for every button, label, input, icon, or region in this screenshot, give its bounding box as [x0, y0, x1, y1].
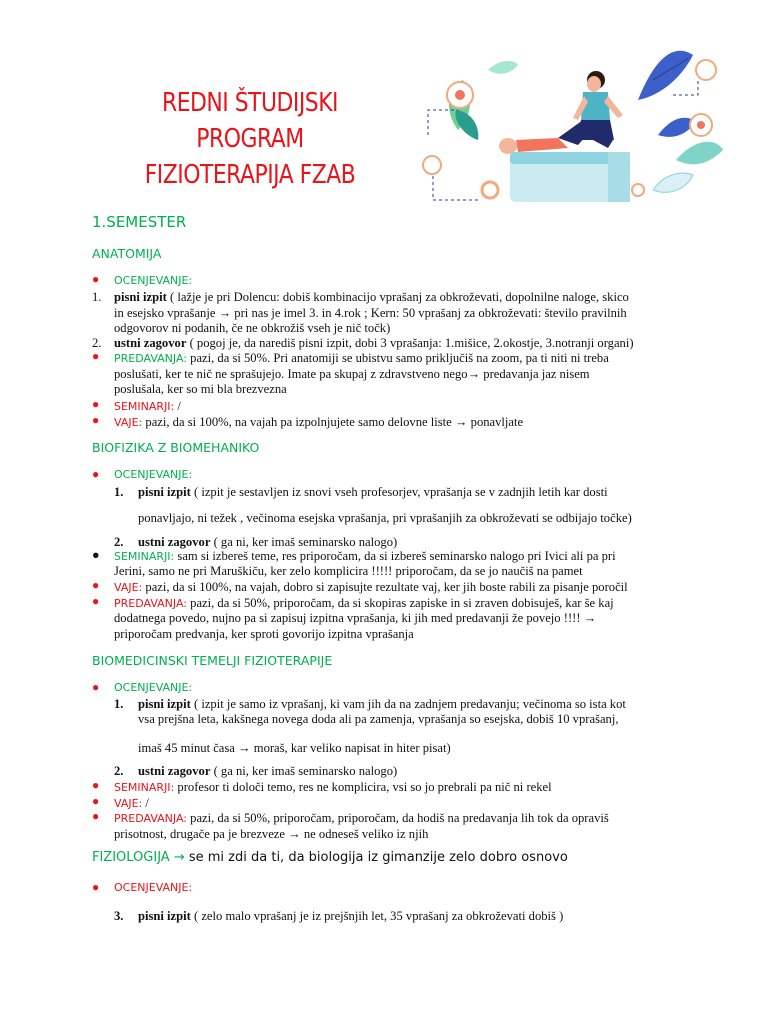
anatomija-item-1-text: ( lažje je pri Dolencu: dobiš kombinacijo vprašanj za obkroževati, dopolnilne naloge, skico: [166, 290, 629, 304]
biomed-heading: BIOMEDICINSKI TEMELJI FIZIOTERAPIJE: [92, 653, 333, 668]
bullet-icon: ●: [92, 809, 100, 823]
biofizika-vaje-text: pazi, da si 100%, na vajah, dobro si zapisujte rezultate vaj, ker jih boste rabili za pisanje poročil: [142, 580, 628, 594]
bullet-icon: ●: [92, 794, 100, 808]
biofizika-predavanja-line-3: priporočam predvanja, ker sproti govorijo izpitna vprašanja: [114, 627, 414, 641]
biomed-vaje-text: /: [142, 796, 149, 810]
fiziologija-item-3-number: 3.: [114, 909, 124, 923]
anatomija-item-2-text: ( pogoj je, da narediš pisni izpit, dobi 3 vprašanja: 1.mišice, 2.okostje, 3.notranji organi): [186, 336, 634, 350]
seminarji-label: SEMINARJI:: [114, 550, 175, 563]
biofizika-item-1: [138, 484, 608, 500]
biomed-predavanja: [114, 810, 609, 826]
biomed-vaje: [114, 795, 149, 811]
biofizika-item-1-line-2: ponavljajo, ni težek , večinoma esejska vprašanja, pri vprašanjih za obkroževati se odbijajo točke): [138, 511, 632, 525]
biofizika-seminarji: [114, 548, 616, 564]
anatomija-item-1-line-2: in esejsko vprašanje → pri nas je imel 3. in 4.rok ; Kern: 50 vprašanj za obkroževati: število pravilnih: [114, 306, 627, 320]
bullet-icon: ●: [92, 880, 100, 894]
bullet-icon: ●: [92, 397, 100, 411]
anatomija-predavanja-line-3: poslušala, ker so mi bla brezvezna: [114, 382, 287, 396]
fiziologija-heading-text: se mi zdi da ti, da biologija iz gimanzije zelo dobro osnovo: [184, 850, 568, 865]
seminarji-label: SEMINARJI:: [114, 781, 175, 794]
semester-heading: 1.SEMESTER: [92, 213, 187, 231]
biomed-seminarji-text: profesor ti določi temo, res ne komplicira, vsi so jo prebrali pa nič ni rekel: [174, 780, 552, 794]
bullet-icon: ●: [92, 349, 100, 363]
anatomija-item-1: [114, 289, 629, 305]
predavanja-label: PREDAVANJA:: [114, 352, 187, 365]
physiotherapy-illustration: [418, 40, 728, 212]
biomed-item-2: [138, 763, 397, 779]
biomed-item-1-number: 1.: [114, 697, 124, 711]
document-title: [121, 85, 379, 194]
anatomija-vaje-text: pazi, da si 100%, na vajah pa izpolnjujete samo delovne liste → ponavljate: [142, 415, 524, 429]
biomed-item-1-text: ( izpit je samo iz vprašanj, ki vam jih da na zadnjem predavanju; večinoma so ista kot: [190, 697, 626, 711]
biofizika-seminarji-text: sam si izbereš teme, res priporočam, da si izbereš seminarsko nalogo pri Ivici ali pa pri: [174, 549, 616, 563]
biomed-seminarji: [114, 779, 552, 795]
bullet-icon: ●: [92, 680, 100, 694]
anatomija-item-1-line-3: odgovorov ni podanih, če ne obkrožiš vseh je nič točk): [114, 321, 391, 335]
fiziologija-title: FIZIOLOGIJA →: [92, 850, 185, 865]
seminarji-label: SEMINARJI:: [114, 400, 175, 413]
title-line-1: REDNI ŠTUDIJSKI: [161, 88, 339, 118]
biomed-item-1-line-2: vsa prejšna leta, kakšnega novega doda ali pa zamenja, vprašanja so esejska, dobiš 10 vprašanj,: [138, 712, 619, 726]
biomed-predavanja-line-2: prisotnost, drugače pa je brezveze → ne odneseš veliko iz njih: [114, 827, 429, 841]
anatomija-item-2-term: ustni zagovor: [114, 336, 187, 350]
anatomija-item-1-term: pisni izpit: [114, 290, 167, 304]
anatomija-predavanja: [114, 350, 609, 366]
biofizika-item-2-term: ustni zagovor: [138, 535, 211, 549]
biofizika-item-1-term: pisni izpit: [138, 485, 191, 499]
fiziologija-item-3-term: pisni izpit: [138, 909, 191, 923]
predavanja-label: PREDAVANJA:: [114, 597, 187, 610]
title-line-3: FIZIOTERAPIJA FZAB: [144, 160, 356, 191]
vaje-label: VAJE:: [114, 416, 143, 429]
anatomija-heading: ANATOMIJA: [92, 246, 162, 261]
anatomija-seminarji: [114, 398, 181, 414]
anatomija-predavanja-line-2: poslušati, ker te nič ne sprašujejo. Imate pa skupaj z zdravstveno nego→ predavanja jaz nisem: [114, 367, 590, 381]
biofizika-predavanja: [114, 595, 614, 611]
biomed-ocenjevanje: OCENJEVANJE:: [114, 681, 193, 694]
anatomija-item-2-number: 2.: [92, 336, 102, 350]
biomed-item-1-line-3: imaš 45 minut časa → moraš, kar veliko napisat in hiter pisat): [138, 741, 451, 755]
biofizika-item-1-text: ( izpit je sestavljen iz snovi vseh profesorjev, vprašanja se v zadnjih letih kar dosti: [190, 485, 608, 499]
anatomija-item-2: [114, 335, 634, 351]
title-line-2: PROGRAM: [196, 124, 304, 155]
biofizika-item-1-number: 1.: [114, 485, 124, 499]
fiziologija-item-3-text: ( zelo malo vprašanj je iz prejšnjih let, 35 vprašanj za obkroževati dobiš ): [190, 909, 564, 923]
biomed-item-2-number: 2.: [114, 764, 124, 778]
biofizika-item-2-number: 2.: [114, 535, 124, 549]
bullet-icon: ●: [92, 594, 100, 608]
biofizika-item-2-text: ( ga ni, ker imaš seminarsko nalogo): [210, 535, 398, 549]
anatomija-vaje: [114, 414, 523, 430]
bullet-icon: ●: [92, 548, 100, 562]
fiziologija-heading: [92, 850, 568, 867]
bullet-icon: ●: [92, 578, 100, 592]
biofizika-predavanja-line-2: dodatnega povedo, nujno pa si zapisuj izpitna vprašanja, ki jih med predavanji že povejo !!!! →: [114, 611, 597, 625]
bullet-icon: ●: [92, 413, 100, 427]
vaje-label: VAJE:: [114, 581, 143, 594]
anatomija-ocenjevanje: OCENJEVANJE:: [114, 274, 193, 287]
vaje-label: VAJE:: [114, 797, 143, 810]
biomed-item-2-term: ustni zagovor: [138, 764, 211, 778]
biomed-item-1: [138, 696, 626, 712]
anatomija-item-1-number: 1.: [92, 290, 102, 304]
fiziologija-item-3: [138, 908, 563, 924]
biofizika-ocenjevanje: OCENJEVANJE:: [114, 468, 193, 481]
anatomija-seminarji-text: /: [174, 399, 181, 413]
fiziologija-ocenjevanje: OCENJEVANJE:: [114, 881, 193, 894]
biomed-item-1-term: pisni izpit: [138, 697, 191, 711]
biomed-predavanja-text: pazi, da si 50%, priporočam, priporočam, da hodiš na predavanja lih tok da opraviš: [187, 811, 609, 825]
bullet-icon: ●: [92, 272, 100, 286]
anatomija-predavanja-text: pazi, da si 50%. Pri anatomiji se ubistvu samo priključiš na zoom, pa ti niti ni treba: [187, 351, 609, 365]
biofizika-vaje: [114, 579, 628, 595]
predavanja-label: PREDAVANJA:: [114, 812, 187, 825]
bullet-icon: ●: [92, 467, 100, 481]
bullet-icon: ●: [92, 778, 100, 792]
biofizika-heading: BIOFIZIKA Z BIOMEHANIKO: [92, 440, 260, 455]
biofizika-seminarji-line-2: Jerini, samo ne pri Maruškiču, ker zelo komplicira !!!!! priporočam, da se jo naučiš na pamet: [114, 564, 583, 578]
biomed-item-2-text: ( ga ni, ker imaš seminarsko nalogo): [210, 764, 398, 778]
biofizika-predavanja-text: pazi, da si 50%, priporočam, da si skopiras zapiske in si zraven dobisuješ, kar še kaj: [187, 596, 614, 610]
